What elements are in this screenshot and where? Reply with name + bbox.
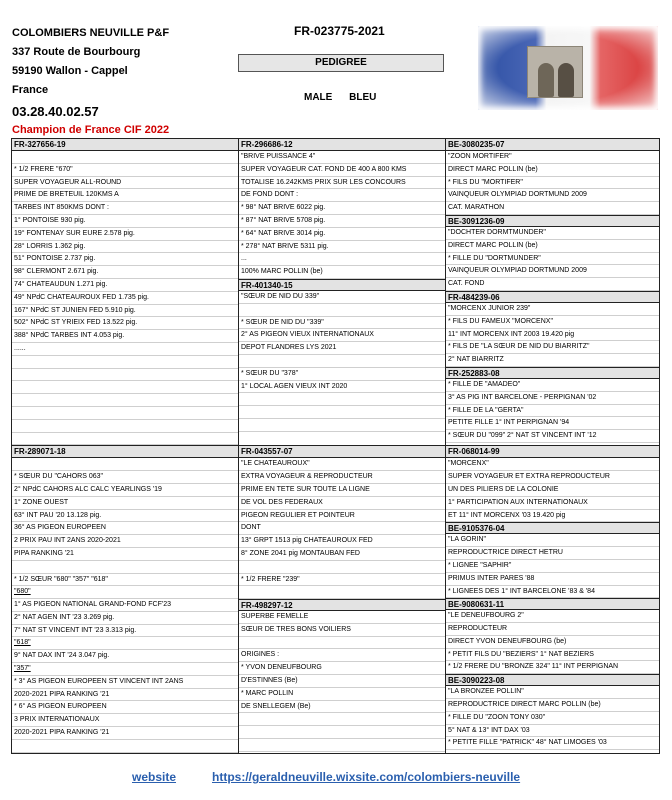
pedigree-line: 2 PRIX PAU INT 2ANS 2020-2021 [12, 535, 238, 548]
pedigree-line [239, 355, 445, 368]
pedigree-line: 1° PARTICIPATION AUX INTERNATIONAUX [446, 497, 659, 510]
pedigree-section [12, 446, 659, 752]
ring-code: BE-3090223-08 [446, 674, 659, 686]
ring-code: FR-289071-18 [12, 446, 238, 458]
pedigree-line: 1° PONTOISE 930 pig. [12, 215, 238, 228]
pedigree-line: 167° NPdC ST JUNIEN FED 5.910 pig. [12, 305, 238, 318]
pedigree-line: 9° NAT DAX INT '24 3.047 pig. [12, 650, 238, 663]
ring-code: FR-484239-06 [446, 291, 659, 303]
pedigree-line: * PETIT FILS DU "BEZIERS" 1° NAT BEZIERS [446, 649, 659, 662]
pedigree-line: DIRECT YVON DENEUFBOURG (be) [446, 636, 659, 649]
pedigree-line: * LIGNEES DES 1° INT BARCELONE '83 & '84 [446, 586, 659, 599]
pedigree-line: "ZOON MORTIFER" [446, 151, 659, 164]
pedigree-line: REPRODUCTRICE DIRECT HETRU [446, 547, 659, 560]
pedigree-line: * FILS DU "MORTIFER" [446, 177, 659, 190]
pedigree-line [12, 407, 238, 420]
pedigree-line: DE VOL DES FEDERAUX [239, 497, 445, 510]
pedigree-line: * FILLE DE LA "GERTA" [446, 405, 659, 418]
pedigree-line: CAT. FOND [446, 278, 659, 291]
champion-title: Champion de France CIF 2022 [12, 124, 170, 136]
pedigree-line: 74° CHATEAUDUN 1.271 pig. [12, 279, 238, 292]
pedigree-line [239, 726, 445, 739]
french-flag-photo [478, 26, 658, 110]
pedigree-line: * 87° NAT BRIVE 5708 pig. [239, 215, 445, 228]
pedigree-line: REPRODUCTRICE DIRECT MARC POLLIN (be) [446, 699, 659, 712]
ring-code: BE-3080235-07 [446, 139, 659, 151]
pedigree-line: * FILS DU FAMEUX "MORCENX" [446, 316, 659, 329]
pedigree-line: DIRECT MARC POLLIN (be) [446, 164, 659, 177]
pedigree-line [239, 393, 445, 406]
pedigree-line: PETITE FILLE 1° INT PERPIGNAN '94 [446, 417, 659, 430]
ring-code: FR-498297-12 [239, 599, 445, 611]
pedigree-line: * 1/2 FRERE "670" [12, 164, 238, 177]
pedigree-line: REPRODUCTEUR [446, 623, 659, 636]
pedigree-line: 36° AS PIGEON EUROPEEN [12, 522, 238, 535]
pedigree-line [12, 369, 238, 382]
pedigree-section [12, 139, 659, 446]
pedigree-line: * 64° NAT BRIVE 3014 pig. [239, 228, 445, 241]
address-line-2: 59190 Wallon - Cappel [12, 65, 128, 77]
pedigree-label: PEDIGREE [238, 54, 444, 72]
pedigree-line [12, 394, 238, 407]
pedigree-line: 502° NPdC ST YRIEIX FED 13.522 pig. [12, 317, 238, 330]
pedigree-line: ORIGINES : [239, 649, 445, 662]
pedigree-line: * 3° AS PIGEON EUROPEEN ST VINCENT INT 2ANS [12, 676, 238, 689]
pedigree-line [12, 740, 238, 753]
pedigree-line [239, 713, 445, 726]
pedigree-line: * 1/2 SŒUR "680" "357" "618" [12, 574, 238, 587]
pedigree-line: 19° FONTENAY SUR EURE 2.578 pig. [12, 228, 238, 241]
ring-code: BE-9080631-11 [446, 598, 659, 610]
pedigree-line: * SŒUR DU "099" 2° NAT ST VINCENT INT '12 [446, 430, 659, 443]
pedigree-line: "618" [12, 637, 238, 650]
pedigree-line [239, 304, 445, 317]
pedigree-line [12, 561, 238, 574]
pedigree-line: TOTALISE 16.242KMS PRIX SUR LES CONCOURS [239, 177, 445, 190]
pedigree-line [239, 419, 445, 432]
generation-col1 [12, 446, 239, 752]
pedigree-line [12, 381, 238, 394]
ring-code: FR-296686-12 [239, 139, 445, 151]
pedigree-line: SUPER VOYAGEUR ET EXTRA REPRODUCTEUR [446, 471, 659, 484]
pedigree-line: 1° AS PIGEON NATIONAL GRAND-FOND FCF'23 [12, 599, 238, 612]
pedigree-line: "MORCENX" [446, 458, 659, 471]
pedigree-line: ...... [12, 343, 238, 356]
pedigree-line: TARBES INT 850KMS DONT : [12, 202, 238, 215]
pedigree-line: DE SNELLEGEM (Be) [239, 701, 445, 714]
pedigree-line: ... [239, 253, 445, 266]
generation-col1 [12, 139, 239, 445]
pedigree-line [239, 739, 445, 752]
pedigree-line [12, 420, 238, 433]
pedigree-line: 11° INT MORCENX INT 2003 19.420 pig [446, 329, 659, 342]
pedigree-line: 2020-2021 PIPA RANKING '21 [12, 689, 238, 702]
pedigree-line: "LA BRONZEE POLLIN" [446, 686, 659, 699]
pedigree-line: DONT [239, 522, 445, 535]
pedigree-line: PRIME EN TETE SUR TOUTE LA LIGNE [239, 484, 445, 497]
pedigree-line: * PETITE FILLE "PATRICK" 48° NAT LIMOGES '03 [446, 737, 659, 750]
owners-photo [527, 46, 583, 98]
pedigree-line: * SŒUR DU "CAHORS 063" [12, 471, 238, 484]
ring-code: FR-252883-08 [446, 367, 659, 379]
pedigree-line: "LE CHATEAUROUX" [239, 458, 445, 471]
pedigree-line: "LE DENEUFBOURG 2" [446, 610, 659, 623]
pedigree-line: 388° NPdC TARBES INT 4.053 pig. [12, 330, 238, 343]
pedigree-line: * YVON DENEUFBOURG [239, 662, 445, 675]
pedigree-line: "MORCENX JUNIOR 239" [446, 303, 659, 316]
pedigree-line: ET 11° INT MORCENX '03 19.420 pig [446, 510, 659, 523]
header-left [12, 24, 169, 140]
pedigree-line: "BRIVE PUISSANCE 4" [239, 151, 445, 164]
country: France [12, 84, 49, 96]
generation-col3 [446, 446, 659, 752]
pedigree-line [12, 356, 238, 369]
sex-color [304, 92, 376, 103]
pedigree-line: * FILLE DU "ZOON TONY 030" [446, 712, 659, 725]
pedigree-line: PIGEON REGULIER ET POINTEUR [239, 510, 445, 523]
ring-code: FR-401340-15 [239, 279, 445, 291]
pedigree-line: 2° NAT BIARRITZ [446, 354, 659, 367]
pedigree-line: 13° GRPT 1513 pig CHATEAUROUX FED [239, 535, 445, 548]
pedigree-line: 98° CLERMONT 2.671 pig. [12, 266, 238, 279]
pedigree-line: * FILS DE "LA SŒUR DE NID DU BIARRITZ" [446, 341, 659, 354]
ring-code: FR-068014-99 [446, 446, 659, 458]
pedigree-line: EXTRA VOYAGEUR & REPRODUCTEUR [239, 471, 445, 484]
pedigree-line [12, 458, 238, 471]
generation-col2 [239, 446, 446, 752]
ring-code: FR-043557-07 [239, 446, 445, 458]
pedigree-line: * 6° AS PIGEON EUROPEEN [12, 701, 238, 714]
person-figure [558, 63, 574, 97]
ring-code: FR-327656-19 [12, 139, 238, 151]
pedigree-line: SUPER VOYAGEUR ALL-ROUND [12, 177, 238, 190]
pedigree-line: CAT. MARATHON [446, 202, 659, 215]
pedigree-line: UN DES PILIERS DE LA COLONIE [446, 484, 659, 497]
pedigree-line [239, 406, 445, 419]
pedigree-line: * 278° NAT BRIVE 5311 pig. [239, 241, 445, 254]
pedigree-grid [11, 138, 660, 754]
pedigree-line: 2° AS PIGEON VIEUX INTERNATIONAUX [239, 329, 445, 342]
pedigree-line: "SŒUR DE NID DU 339" [239, 291, 445, 304]
color-label: BLEU [349, 92, 377, 103]
pedigree-line: * LIGNEE "SAPHIR" [446, 560, 659, 573]
pedigree-line: 63° INT PAU '20 13.128 pig. [12, 510, 238, 523]
loft-name: COLOMBIERS NEUVILLE P&F [12, 27, 170, 39]
pedigree-line: 2° NPdC CAHORS ALC CALC YEARLINGS '19 [12, 484, 238, 497]
ring-code: BE-3091236-09 [446, 215, 659, 227]
pedigree-line [12, 433, 238, 446]
pedigree-line: DEPOT FLANDRES LYS 2021 [239, 342, 445, 355]
pedigree-line: DIRECT MARC POLLIN (be) [446, 240, 659, 253]
pedigree-line: * 1/2 FRERE "239" [239, 574, 445, 587]
pedigree-line: 3 PRIX INTERNATIONAUX [12, 714, 238, 727]
pedigree-line: SUPERBE FEMELLE [239, 611, 445, 624]
pedigree-line: "680" [12, 586, 238, 599]
pedigree-line: DE FOND DONT : [239, 189, 445, 202]
pedigree-line: * FILLE DE "AMADEO" [446, 379, 659, 392]
ring-number: FR-023775-2021 [294, 24, 385, 38]
address-line-1: 337 Route de Bourbourg [12, 46, 141, 58]
phone: 03.28.40.02.57 [12, 104, 99, 119]
generation-col2 [239, 139, 446, 445]
website-link[interactable]: https://geraldneuville.wixsite.com/colombiers-neuville [212, 770, 521, 784]
ring-code: BE-9105376-04 [446, 522, 659, 534]
pedigree-line: "357" [12, 663, 238, 676]
pedigree-line: 2020-2021 PIPA RANKING '21 [12, 727, 238, 740]
pedigree-line: 49° NPdC CHATEAUROUX FED 1.735 pig. [12, 292, 238, 305]
website-label[interactable]: website [132, 770, 177, 784]
pedigree-line: VAINQUEUR OLYMPIAD DORTMUND 2009 [446, 265, 659, 278]
pedigree-line: 1° ZONE OUEST [12, 497, 238, 510]
pedigree-line: "DOCHTER DORMTMUNDER" [446, 227, 659, 240]
pedigree-line: * SŒUR DE NID DU "339" [239, 317, 445, 330]
generation-col3 [446, 139, 659, 445]
pedigree-line: 28° LORRIS 1.362 pig. [12, 241, 238, 254]
pedigree-line: PRIME DE BRETEUIL 120KMS A [12, 189, 238, 202]
pedigree-line: * 98° NAT BRIVE 6022 pig. [239, 202, 445, 215]
pedigree-line [239, 561, 445, 574]
pedigree-line: VAINQUEUR OLYMPIAD DORTMUND 2009 [446, 189, 659, 202]
pedigree-line: * SŒUR DU "378" [239, 368, 445, 381]
pedigree-line: * MARC POLLIN [239, 688, 445, 701]
pedigree-line: 51° PONTOISE 2.737 pig. [12, 253, 238, 266]
pedigree-line: * 1/2 FRERE DU "BRONZE 324" 11° INT PERPIGNAN [446, 661, 659, 674]
pedigree-line: PIPA RANKING '21 [12, 548, 238, 561]
pedigree-line [12, 151, 238, 164]
pedigree-line: SUPER VOYAGEUR CAT. FOND DE 400 A 800 KMS [239, 164, 445, 177]
pedigree-line: 8° ZONE 2041 pig MONTAUBAN FED [239, 548, 445, 561]
pedigree-line: PRIMUS INTER PARES '88 [446, 573, 659, 586]
pedigree-line: SŒUR DE TRES BONS VOILIERS [239, 624, 445, 637]
pedigree-line: 7° NAT ST VINCENT INT '23 3.313 pig. [12, 625, 238, 638]
pedigree-line: 1° LOCAL AGEN VIEUX INT 2020 [239, 381, 445, 394]
pedigree-line: 100% MARC POLLIN (be) [239, 266, 445, 279]
pedigree-line: * FILLE DU "DORTMUNDER" [446, 253, 659, 266]
pedigree-line: 5° NAT & 13° INT DAX '03 [446, 725, 659, 738]
pedigree-line: 3° AS PIG INT BARCELONE - PERPIGNAN '02 [446, 392, 659, 405]
person-figure [538, 63, 554, 97]
pedigree-line [239, 637, 445, 650]
pedigree-line: D'ESTINNES (Be) [239, 675, 445, 688]
pedigree-line [239, 586, 445, 599]
pedigree-line: "LA GORIN" [446, 534, 659, 547]
sex-label: MALE [304, 92, 333, 103]
pedigree-line: 2° NAT AGEN INT '23 3.269 pig. [12, 612, 238, 625]
